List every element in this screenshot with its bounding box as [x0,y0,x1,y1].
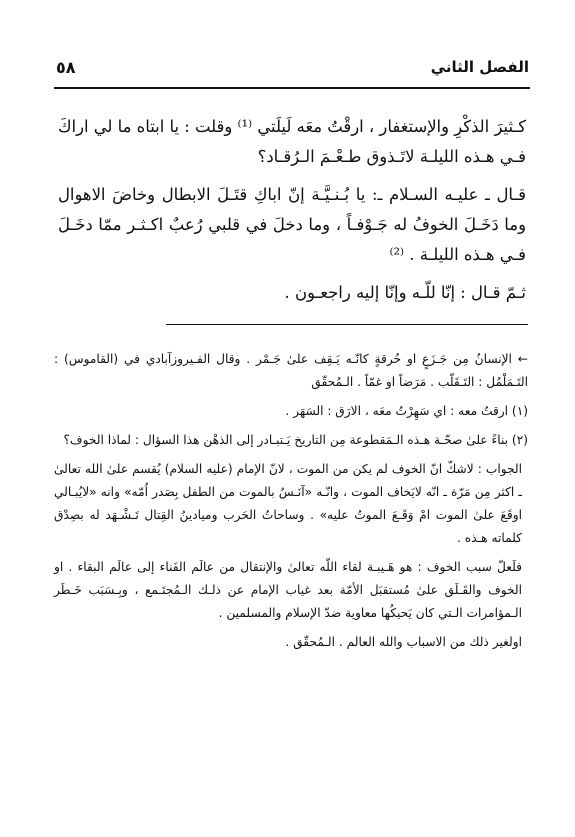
page-number: ٥٨ [56,58,76,77]
header-divider [54,87,530,89]
footnote-reason: فلَعلّ سبب الخوف : هو هَـيبـة لقاء اللّه تعالىٰ والإنتقال من عالَم الفَناء إلى عالَم البقاء . او الخوف والقَـلَق علىٰ مُستقبَل الأمّة بعد غياب الإمام عن ذلـك الـمُجتَـمع ، وبِـسَبَب خَـطَر الـمؤامرات الـتي كان يَحيكُها معاوية ضدّ الإسلام والمسلمين . [54,560,522,620]
footnotes [54,348,528,660]
main-paragraph: كـثيرَ الذكْرِ والإستغفار ، ارقْتُ معَه لَيلَتي ⁽¹⁾ وقلت : يا ابتاه ما لي اراكَ فـي هـذه الليلـة لاتَـذوق طـعْـمَ الـرُقـاد؟ [58,117,526,166]
page-header [54,56,529,84]
main-paragraph: ثـمّ قـال : إنّا للّـه وإنّا إليه راجعـون . [284,283,526,302]
footnote-continuation: ← الإنسانُ مِن جَـزَعٍ او حُرقةٍ كانّـه يَـقِف علىٰ جَـمْر . وقال الفـيروزآبادي في (القاموس) : التَـمَلْمُل : التَـقَلّب . مَرَضاً او غمّاً . الـمُحقّق [54,352,528,389]
main-text [58,112,526,316]
footnote-answer: الجواب : لاشكّ انّ الخوف لم يكن من الموت ، لانّ الإمام (عليه السلام) يُقسم علىٰ الله تعالىٰ ـ اكثر مِن مَرّة ـ انّه لايَخاف الموت ، وانّـه «آنَـسُ بالموت من الطفل بِصَدر اُمّه» وانه «لايُبـالي اوقَعَ علىٰ الموت امْ وَقَـعَ الموتُ عليه» . وساحاتُ الحَرب وميادينُ القِتال تَـشْـهَد له بصِدْق كلماته هـذه . [54,462,522,545]
main-paragraph: قـال ـ عليـه السـلام ـ: يا بُـنـيَّـة إنّ اباكِ قتَـلَ الابطال وخاضَ الاهوال وما دَخَـلَ الخوفُ له جَـوْفـاً ، وما دخلَ في قلبي رُعبٌ اكـثـر ممّا دخَـلَ فـي هـذه الليلـة . ⁽²⁾ [58,185,526,264]
chapter-title: الفصل الثاني [430,58,529,76]
footnote-2: (٢) بناءً علىٰ صحّـة هـذه الـمَقطوعة مِن التاريخ يَـتبـادر إلى الذهْن هذا السؤال : لماذا الخوف؟ [63,433,528,447]
footnote-divider [166,324,528,325]
footnote-closing: اولغير ذلك من الاسباب والله العالم . الـمُحقّق . [285,635,522,649]
footnote-1: (١) ارقتُ معه : اي سَهِرْتُ معَه ، الارَق : السَهَر . [285,404,528,418]
